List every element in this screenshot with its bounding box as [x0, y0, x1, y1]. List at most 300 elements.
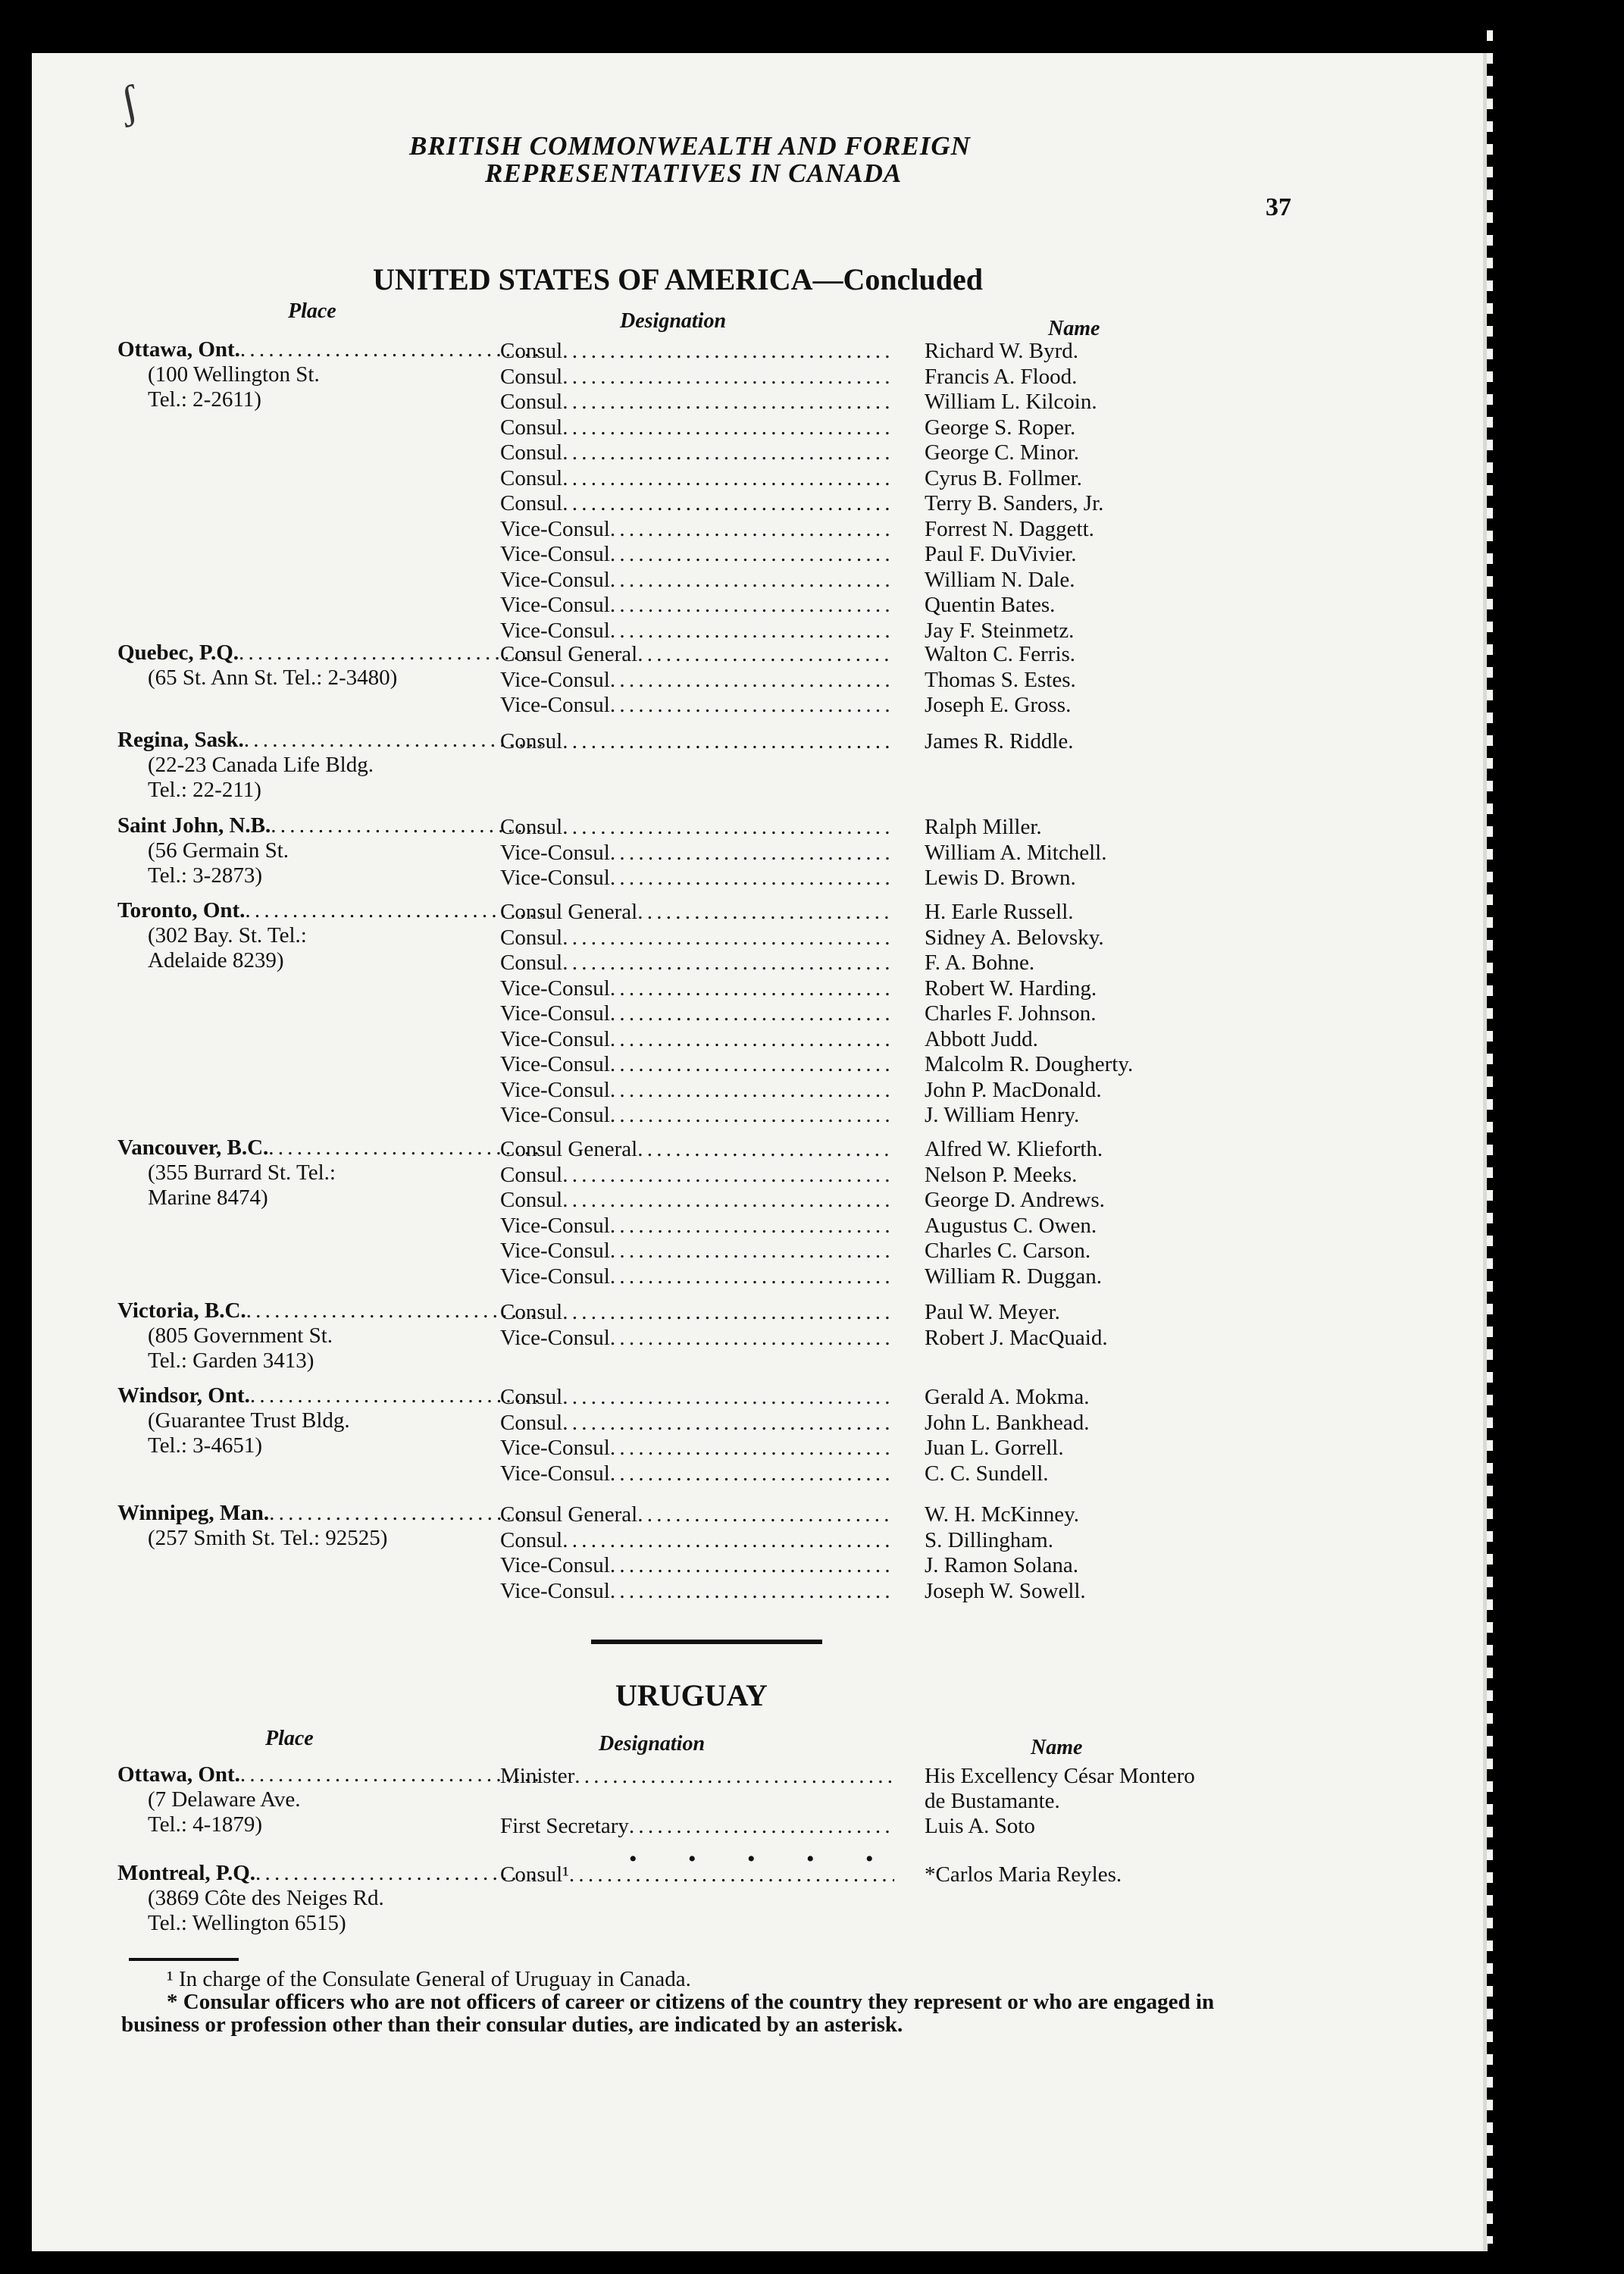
officer-row	[500, 1078, 1349, 1104]
officer-name: *Carlos Maria Reyles.	[925, 1862, 1122, 1887]
officer-name: Richard W. Byrd.	[925, 339, 1078, 363]
designation-label: Consul	[500, 815, 563, 839]
leader-dots	[562, 440, 894, 466]
designation-cell	[500, 693, 894, 719]
place-address: (3869 Côte des Neiges Rd. Tel.: Wellington 6515)	[148, 1886, 384, 1935]
leader-dots	[562, 1385, 894, 1411]
officer-row	[500, 900, 1349, 926]
leader-dots	[255, 1861, 542, 1886]
designation-label: Vice-Consul	[500, 976, 610, 1001]
officer-rows	[500, 1764, 1349, 1839]
designation-label: Consul	[500, 925, 563, 950]
place-address: (65 St. Ann St. Tel.: 2-3480)	[148, 666, 398, 690]
designation-label: Consul	[500, 951, 563, 975]
place-block	[117, 1762, 542, 1837]
officer-row	[500, 1579, 1349, 1605]
officer-name: Charles C. Carson.	[925, 1239, 1091, 1263]
designation-cell	[500, 815, 894, 841]
designation-label: Minister	[500, 1764, 575, 1788]
leader-dots	[610, 1027, 894, 1053]
designation-label: Vice-Consul	[500, 667, 610, 692]
officer-name: James R. Riddle.	[925, 729, 1074, 753]
ellipsis-bullets: • • • • •	[629, 1846, 896, 1872]
designation-cell	[500, 1078, 894, 1104]
place-name-label: Toronto, Ont.	[117, 898, 246, 922]
place-block	[117, 1135, 542, 1211]
usa-col-name: Name	[1048, 317, 1100, 340]
designation-cell	[500, 339, 894, 365]
designation-cell	[500, 1411, 894, 1436]
leader-dots	[574, 1764, 894, 1814]
place-name	[117, 813, 542, 838]
designation-label: Consul	[500, 415, 563, 440]
designation-cell	[500, 1502, 894, 1528]
leader-dots	[239, 641, 542, 666]
section-title-usa-suffix: Concluded	[843, 262, 983, 296]
officer-name: Luis A. Soto	[925, 1814, 1035, 1838]
leader-dots	[610, 1436, 894, 1461]
designation-cell	[500, 1214, 894, 1239]
officer-name: William A. Mitchell.	[925, 840, 1107, 865]
officer-row	[500, 517, 1349, 543]
designation-cell	[500, 1764, 894, 1814]
officer-name: Cyrus B. Follmer.	[925, 465, 1082, 490]
officer-row	[500, 642, 1349, 668]
designation-cell	[500, 926, 894, 951]
leader-dots	[562, 1188, 894, 1214]
place-address: (302 Bay. St. Tel.: Adelaide 8239)	[148, 923, 307, 973]
leader-dots	[610, 693, 894, 719]
officer-row	[500, 339, 1349, 365]
designation-label: Vice-Consul	[500, 1001, 610, 1026]
designation-cell	[500, 1461, 894, 1487]
page-edge	[1487, 30, 1493, 2244]
officer-name: Alfred W. Klieforth.	[925, 1137, 1103, 1161]
officer-row	[500, 1436, 1349, 1461]
running-header	[409, 133, 1137, 187]
officer-name: F. A. Bohne.	[925, 951, 1035, 975]
footnotes	[121, 1968, 1288, 2036]
officer-name: George D. Andrews.	[925, 1188, 1105, 1212]
officer-name: Lewis D. Brown.	[925, 866, 1076, 890]
designation-label: Vice-Consul	[500, 593, 610, 617]
designation-cell	[500, 1326, 894, 1352]
officer-name: Gerald A. Mokma.	[925, 1385, 1090, 1409]
officer-name: Abbott Judd.	[925, 1026, 1038, 1051]
officer-row	[500, 841, 1349, 866]
leader-dots	[562, 1163, 894, 1189]
leader-dots	[245, 898, 542, 923]
designation-cell	[500, 1300, 894, 1326]
officer-rows	[500, 642, 1349, 719]
officer-row	[500, 415, 1349, 441]
place-block	[117, 813, 542, 888]
designation-cell	[500, 1528, 894, 1554]
officer-name: Forrest N. Daggett.	[925, 516, 1094, 541]
designation-label: Consul	[500, 339, 563, 363]
officer-rows	[500, 729, 1349, 755]
place-name	[117, 1501, 542, 1526]
designation-cell	[500, 568, 894, 594]
designation-cell	[500, 841, 894, 866]
officer-row	[500, 1214, 1349, 1239]
place-name	[117, 1383, 542, 1408]
designation-cell	[500, 1814, 894, 1839]
designation-cell	[500, 1103, 894, 1129]
footnote-2: * Consular officers who are not officers of career or citizens of the country they represent or who are engaged in business or profession other than their consular duties, are indicated by an asterisk.	[121, 1990, 1215, 2037]
officer-row	[500, 568, 1349, 594]
designation-cell	[500, 976, 894, 1002]
place-name-label: Vancouver, B.C.	[117, 1135, 269, 1160]
designation-label: Consul	[500, 440, 563, 465]
designation-cell	[500, 619, 894, 644]
leader-dots	[637, 1137, 894, 1163]
designation-cell	[500, 668, 894, 694]
section-title-usa	[373, 262, 983, 297]
officer-row	[500, 1137, 1349, 1163]
designation-cell	[500, 729, 894, 755]
designation-label: Vice-Consul	[500, 1103, 610, 1127]
page-number: 37	[1266, 193, 1291, 221]
designation-label: Vice-Consul	[500, 1052, 610, 1076]
designation-label: Vice-Consul	[500, 693, 610, 717]
officer-row	[500, 1163, 1349, 1189]
officer-name: Paul F. DuVivier.	[925, 542, 1077, 566]
designation-cell	[500, 440, 894, 466]
officer-row	[500, 1528, 1349, 1554]
designation-label: Vice-Consul	[500, 1077, 610, 1102]
officer-name: Ralph Miller.	[925, 815, 1042, 839]
place-name-label: Ottawa, Ont.	[117, 1762, 240, 1787]
leader-dots	[562, 815, 894, 841]
designation-cell	[500, 491, 894, 517]
officer-row	[500, 1001, 1349, 1027]
designation-cell	[500, 951, 894, 976]
place-name-label: Winnipeg, Man.	[117, 1501, 270, 1525]
designation-cell	[500, 900, 894, 926]
place-name	[117, 728, 542, 753]
leader-dots	[562, 491, 894, 517]
leader-dots	[610, 568, 894, 594]
officer-row	[500, 491, 1349, 517]
leader-dots	[610, 1052, 894, 1078]
designation-label: Consul	[500, 1385, 563, 1409]
leader-dots	[240, 1762, 542, 1787]
place-name-label: Quebec, P.Q.	[117, 641, 239, 665]
place-block	[117, 1298, 542, 1373]
designation-label: Vice-Consul	[500, 1213, 610, 1238]
officer-row	[500, 1300, 1349, 1326]
place-name	[117, 1135, 542, 1160]
place-name-label: Saint John, N.B.	[117, 813, 271, 838]
leader-dots	[610, 517, 894, 543]
officer-rows	[500, 1862, 1349, 1887]
officer-row	[500, 619, 1349, 644]
leader-dots	[610, 593, 894, 619]
designation-label: Vice-Consul	[500, 1239, 610, 1263]
designation-cell	[500, 1239, 894, 1264]
leader-dots	[562, 390, 894, 415]
officer-row	[500, 866, 1349, 891]
uruguay-col-place: Place	[265, 1727, 314, 1750]
leader-dots	[610, 1553, 894, 1579]
officer-name: Robert J. MacQuaid.	[925, 1325, 1108, 1350]
leader-dots	[562, 415, 894, 441]
officer-name: Terry B. Sanders, Jr.	[925, 491, 1104, 515]
officer-row	[500, 729, 1349, 755]
leader-dots	[637, 1502, 894, 1528]
place-name	[117, 1762, 542, 1787]
designation-label: Consul General	[500, 1137, 638, 1161]
designation-cell	[500, 517, 894, 543]
place-name	[117, 1861, 542, 1886]
place-name	[117, 898, 542, 923]
designation-label: Consul	[500, 1188, 563, 1212]
officer-name: John L. Bankhead.	[925, 1410, 1090, 1435]
designation-cell	[500, 1027, 894, 1053]
place-address: (22-23 Canada Life Bldg. Tel.: 22-211)	[148, 753, 374, 802]
officer-rows	[500, 1502, 1349, 1604]
designation-label: Vice-Consul	[500, 1264, 610, 1289]
officer-row	[500, 1027, 1349, 1053]
place-block	[117, 728, 542, 803]
officer-row	[500, 1553, 1349, 1579]
footnote-1: ¹ In charge of the Consulate General of Uruguay in Canada.	[167, 1967, 691, 1991]
designation-label: Consul	[500, 1527, 563, 1552]
leader-dots	[610, 1264, 894, 1290]
officer-name: William R. Duggan.	[925, 1264, 1103, 1289]
officer-row	[500, 466, 1349, 492]
designation-cell	[500, 1188, 894, 1214]
officer-name: Walton C. Ferris.	[925, 642, 1076, 666]
officer-name: His Excellency César Montero de Bustamante.	[925, 1764, 1195, 1813]
officer-name: John P. MacDonald.	[925, 1077, 1102, 1102]
designation-label: Vice-Consul	[500, 542, 610, 566]
officer-name: S. Dillingham.	[925, 1527, 1053, 1552]
place-address: (7 Delaware Ave. Tel.: 4-1879)	[148, 1787, 301, 1837]
officer-name: Quentin Bates.	[925, 593, 1056, 617]
leader-dots	[610, 1461, 894, 1487]
designation-label: First Secretary	[500, 1814, 629, 1838]
uruguay-col-designation: Designation	[599, 1732, 706, 1756]
uruguay-col-name: Name	[1031, 1736, 1083, 1759]
section-title-uruguay: URUGUAY	[615, 1678, 768, 1712]
officer-name: George S. Roper.	[925, 415, 1076, 440]
leader-dots	[610, 1214, 894, 1239]
designation-label: Consul	[500, 1162, 563, 1187]
place-address: (56 Germain St. Tel.: 3-2873)	[148, 838, 289, 888]
designation-label: Consul	[500, 390, 563, 414]
officer-row	[500, 440, 1349, 466]
leader-dots	[610, 841, 894, 866]
leader-dots	[562, 1528, 894, 1554]
header-line-2: REPRESENTATIVES IN CANADA	[485, 158, 903, 188]
designation-cell	[500, 466, 894, 492]
officer-name: Nelson P. Meeks.	[925, 1162, 1078, 1187]
designation-cell	[500, 1436, 894, 1461]
officer-rows	[500, 339, 1349, 644]
leader-dots	[610, 1579, 894, 1605]
leader-dots	[562, 365, 894, 390]
leader-dots	[610, 1326, 894, 1352]
officer-row	[500, 1814, 1349, 1839]
designation-label: Consul General	[500, 1502, 638, 1527]
designation-label: Vice-Consul	[500, 1553, 610, 1577]
place-block	[117, 337, 542, 412]
officer-row	[500, 1411, 1349, 1436]
officer-name: Augustus C. Owen.	[925, 1213, 1097, 1238]
leader-dots	[562, 339, 894, 365]
leader-dots	[562, 926, 894, 951]
officer-name: Juan L. Gorrell.	[925, 1436, 1064, 1460]
leader-dots	[562, 466, 894, 492]
officer-name: William L. Kilcoin.	[925, 390, 1097, 414]
officer-row	[500, 693, 1349, 719]
designation-label: Consul	[500, 1300, 563, 1324]
designation-cell	[500, 1385, 894, 1411]
leader-dots	[629, 1814, 894, 1839]
place-name-label: Victoria, B.C.	[117, 1298, 246, 1323]
designation-cell	[500, 1553, 894, 1579]
designation-cell	[500, 1052, 894, 1078]
place-name-label: Ottawa, Ont.	[117, 337, 240, 362]
officer-row	[500, 951, 1349, 976]
leader-dots	[244, 728, 542, 753]
designation-label: Consul General	[500, 642, 638, 666]
officer-rows	[500, 815, 1349, 891]
designation-label: Vice-Consul	[500, 1436, 610, 1460]
place-name-label: Windsor, Ont.	[117, 1383, 250, 1408]
section-divider	[591, 1640, 822, 1644]
officer-row	[500, 1052, 1349, 1078]
officer-row	[500, 1862, 1349, 1887]
designation-label: Vice-Consul	[500, 1578, 610, 1603]
officer-name: Joseph E. Gross.	[925, 693, 1072, 717]
officer-row	[500, 976, 1349, 1002]
leader-dots	[610, 866, 894, 891]
designation-label: Consul¹	[500, 1862, 569, 1887]
leader-dots	[562, 1300, 894, 1326]
officer-row	[500, 815, 1349, 841]
place-address: (355 Burrard St. Tel.: Marine 8474)	[148, 1160, 336, 1210]
place-block	[117, 1861, 542, 1936]
leader-dots	[240, 337, 542, 362]
leader-dots	[637, 900, 894, 926]
section-title-usa-main: UNITED STATES OF AMERICA—	[373, 262, 843, 296]
officer-row	[500, 668, 1349, 694]
officer-name: Francis A. Flood.	[925, 364, 1078, 389]
leader-dots	[610, 668, 894, 694]
leader-dots	[637, 642, 894, 668]
place-block	[117, 1383, 542, 1458]
leader-dots	[610, 1001, 894, 1027]
officer-row	[500, 926, 1349, 951]
officer-row	[500, 1239, 1349, 1264]
designation-label: Vice-Consul	[500, 840, 610, 865]
officer-rows	[500, 900, 1349, 1129]
officer-name: J. Ramon Solana.	[925, 1553, 1078, 1577]
designation-label: Consul	[500, 465, 563, 490]
officer-row	[500, 1326, 1349, 1352]
leader-dots	[610, 1239, 894, 1264]
place-name-label: Regina, Sask.	[117, 728, 244, 752]
officer-name: William N. Dale.	[925, 567, 1075, 592]
officer-name: George C. Minor.	[925, 440, 1080, 465]
header-line-1: BRITISH COMMONWEALTH AND FOREIGN	[409, 131, 971, 161]
designation-label: Consul	[500, 729, 563, 753]
officer-name: Jay F. Steinmetz.	[925, 618, 1075, 643]
leader-dots	[246, 1298, 542, 1323]
place-address: (257 Smith St. Tel.: 92525)	[148, 1526, 388, 1550]
designation-label: Consul	[500, 364, 563, 389]
designation-cell	[500, 642, 894, 668]
designation-cell	[500, 866, 894, 891]
officer-name: Malcolm R. Dougherty.	[925, 1052, 1134, 1076]
designation-cell	[500, 1001, 894, 1027]
leader-dots	[250, 1383, 542, 1408]
officer-name: C. C. Sundell.	[925, 1461, 1049, 1486]
leader-dots	[610, 619, 894, 644]
handwritten-mark: ʃ	[116, 75, 142, 128]
designation-cell	[500, 593, 894, 619]
place-name	[117, 337, 542, 362]
leader-dots	[610, 1078, 894, 1104]
leader-dots	[610, 542, 894, 568]
designation-label: Consul	[500, 491, 563, 515]
designation-label: Vice-Consul	[500, 866, 610, 890]
place-address: (100 Wellington St. Tel.: 2-2611)	[148, 362, 320, 412]
usa-col-designation: Designation	[620, 309, 727, 333]
officer-row	[500, 1502, 1349, 1528]
officer-row	[500, 1103, 1349, 1129]
officer-row	[500, 1461, 1349, 1487]
designation-cell	[500, 415, 894, 441]
designation-label: Vice-Consul	[500, 516, 610, 541]
designation-cell	[500, 1579, 894, 1605]
leader-dots	[562, 1411, 894, 1436]
place-block	[117, 641, 542, 691]
officer-row	[500, 1385, 1349, 1411]
leader-dots	[562, 951, 894, 976]
designation-cell	[500, 542, 894, 568]
leader-dots	[610, 1103, 894, 1129]
officer-name: Charles F. Johnson.	[925, 1001, 1097, 1026]
place-address: (Guarantee Trust Bldg. Tel.: 3-4651)	[148, 1408, 350, 1458]
officer-name: Sidney A. Belovsky.	[925, 925, 1104, 950]
officer-name: W. H. McKinney.	[925, 1502, 1080, 1527]
usa-col-place: Place	[288, 299, 336, 323]
officer-row	[500, 390, 1349, 415]
place-name-label: Montreal, P.Q.	[117, 1861, 256, 1885]
designation-cell	[500, 1264, 894, 1290]
designation-label: Vice-Consul	[500, 567, 610, 592]
designation-label: Vice-Consul	[500, 618, 610, 643]
place-address: (805 Government St. Tel.: Garden 3413)	[148, 1323, 333, 1373]
designation-label: Vice-Consul	[500, 1325, 610, 1350]
officer-row	[500, 365, 1349, 390]
officer-name: Paul W. Meyer.	[925, 1300, 1060, 1324]
officer-name: H. Earle Russell.	[925, 900, 1074, 924]
leader-dots	[610, 976, 894, 1002]
officer-rows	[500, 1137, 1349, 1289]
officer-name: Thomas S. Estes.	[925, 667, 1076, 692]
designation-label: Vice-Consul	[500, 1026, 610, 1051]
officer-row	[500, 1188, 1349, 1214]
designation-cell	[500, 390, 894, 415]
place-name	[117, 1298, 542, 1323]
officer-rows	[500, 1385, 1349, 1486]
designation-cell	[500, 365, 894, 390]
